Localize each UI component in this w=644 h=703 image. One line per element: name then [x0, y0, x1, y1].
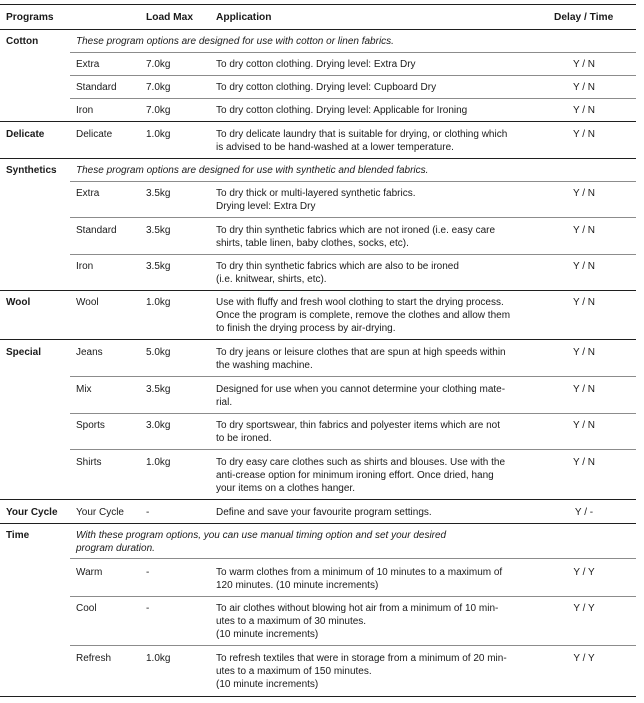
application-text: (10 minute increments): [216, 679, 319, 690]
program-delicate: Delicate: [6, 129, 45, 140]
row-divider: [70, 645, 636, 646]
application-text: Use with fluffy and fresh wool clothing to start the drying process.: [216, 297, 504, 308]
application-text: To refresh textiles that were in storage from a minimum of 20 min-: [216, 653, 507, 664]
option-label: Delicate: [76, 129, 113, 140]
row-divider: [70, 254, 636, 255]
application-text: Once the program is complete, remove the clothes and allow them: [216, 310, 511, 321]
program-special: Special: [6, 347, 42, 358]
group-divider: [0, 290, 636, 291]
load-value: -: [146, 507, 150, 518]
application-text: Define and save your favourite program settings.: [216, 507, 432, 518]
load-value: -: [146, 567, 150, 578]
option-label: Iron: [76, 261, 94, 272]
header-load-max: Load Max: [146, 12, 193, 23]
delay-time-value: Y / Y: [573, 653, 595, 664]
delay-time-value: Y / Y: [573, 567, 595, 578]
program-synthetics: Synthetics: [6, 165, 57, 176]
option-label: Extra: [76, 188, 100, 199]
group-divider: [0, 121, 636, 122]
group-divider: [0, 158, 636, 159]
table-bottom-rule: [0, 696, 636, 697]
delay-time-value: Y / N: [572, 105, 596, 116]
load-value: 1.0kg: [146, 457, 171, 468]
application-text: To dry cotton clothing. Drying level: Cupboard Dry: [216, 82, 437, 93]
application-text: To warm clothes from a minimum of 10 minutes to a maximum of: [216, 567, 503, 578]
application-text: To dry thick or multi-layered synthetic fabrics.: [216, 188, 416, 199]
delay-time-value: Y / N: [572, 188, 596, 199]
group-divider: [0, 339, 636, 340]
application-text: is advised to be hand-washed at a lower temperature.: [216, 142, 454, 153]
application-text: To dry cotton clothing. Drying level: Extra Dry: [216, 59, 416, 70]
application-text: (i.e. knitwear, shirts, etc).: [216, 274, 327, 285]
load-value: 7.0kg: [146, 59, 171, 70]
delay-time-value: Y / N: [572, 297, 596, 308]
delay-time-value: Y / N: [572, 384, 596, 395]
application-text: Designed for use when you cannot determine your clothing mate-: [216, 384, 506, 395]
application-text: anti-crease option for minimum ironing effort. Once dried, hang: [216, 470, 494, 481]
load-value: 7.0kg: [146, 82, 171, 93]
application-text: 120 minutes. (10 minute increments): [216, 580, 379, 591]
load-value: -: [146, 603, 150, 614]
option-label: Cool: [76, 603, 97, 614]
row-divider: [70, 75, 636, 76]
delay-time-value: Y / N: [572, 59, 596, 70]
load-value: 1.0kg: [146, 653, 171, 664]
application-text: (10 minute increments): [216, 629, 319, 640]
delay-time-value: Y / N: [572, 420, 596, 431]
time-note-line-2: program duration.: [76, 543, 155, 554]
load-value: 3.0kg: [146, 420, 171, 431]
option-label: Jeans: [76, 347, 103, 358]
group-divider: [0, 499, 636, 500]
header-rule: [0, 29, 636, 30]
cotton-note: These program options are designed for use with cotton or linen fabrics.: [76, 36, 394, 47]
option-label: Standard: [76, 82, 117, 93]
option-label: Your Cycle: [76, 507, 124, 518]
application-text: Drying level: Extra Dry: [216, 201, 316, 212]
load-value: 1.0kg: [146, 129, 171, 140]
header-application: Application: [216, 12, 272, 23]
application-text: rial.: [216, 397, 233, 408]
delay-time-value: Y / N: [572, 347, 596, 358]
option-label: Warm: [76, 567, 103, 578]
application-text: To dry delicate laundry that is suitable for drying, or clothing which: [216, 129, 508, 140]
load-value: 5.0kg: [146, 347, 171, 358]
load-value: 3.5kg: [146, 225, 171, 236]
program-time: Time: [6, 530, 30, 541]
option-label: Sports: [76, 420, 105, 431]
option-label: Wool: [76, 297, 99, 308]
delay-time-value: Y / N: [572, 225, 596, 236]
table-top-rule: [0, 4, 636, 5]
row-divider: [70, 217, 636, 218]
row-divider: [70, 376, 636, 377]
load-value: 3.5kg: [146, 261, 171, 272]
synthetics-note: These program options are designed for use with synthetic and blended fabrics.: [76, 165, 429, 176]
application-text: To air clothes without blowing hot air from a minimum of 10 min-: [216, 603, 499, 614]
row-divider: [70, 52, 636, 53]
application-text: utes to a maximum of 150 minutes.: [216, 666, 372, 677]
option-label: Extra: [76, 59, 100, 70]
delay-time-value: Y / N: [572, 129, 596, 140]
application-text: To dry cotton clothing. Drying level: Applicable for Ironing: [216, 105, 468, 116]
header-programs: Programs: [6, 12, 54, 23]
application-text: the washing machine.: [216, 360, 313, 371]
load-value: 3.5kg: [146, 188, 171, 199]
row-divider: [70, 558, 636, 559]
row-divider: [70, 596, 636, 597]
application-text: To dry sportswear, thin fabrics and polyester items which are not: [216, 420, 501, 431]
row-divider: [70, 98, 636, 99]
application-text: To dry thin synthetic fabrics which are not ironed (i.e. easy care: [216, 225, 496, 236]
option-label: Refresh: [76, 653, 112, 664]
option-label: Standard: [76, 225, 117, 236]
application-text: To dry easy care clothes such as shirts and blouses. Use with the: [216, 457, 506, 468]
delay-time-value: Y / Y: [573, 603, 595, 614]
option-label: Mix: [76, 384, 92, 395]
program-cotton: Cotton: [6, 36, 39, 47]
application-text: to be ironed.: [216, 433, 272, 444]
delay-time-value: Y / N: [572, 261, 596, 272]
row-divider: [70, 449, 636, 450]
application-text: your items on a clothes hanger.: [216, 483, 355, 494]
delay-time-value: Y / N: [572, 82, 596, 93]
application-text: to finish the drying process by air-drying.: [216, 323, 396, 334]
delay-time-value: Y / -: [574, 507, 594, 518]
load-value: 7.0kg: [146, 105, 171, 116]
application-text: To dry thin synthetic fabrics which are also to be ironed: [216, 261, 459, 272]
row-divider: [70, 181, 636, 182]
delay-time-value: Y / N: [572, 457, 596, 468]
option-label: Iron: [76, 105, 94, 116]
load-value: 3.5kg: [146, 384, 171, 395]
time-note-line-1: With these program options, you can use manual timing option and set your desired: [76, 530, 447, 541]
group-divider: [0, 523, 636, 524]
row-divider: [70, 413, 636, 414]
header-delay-time: Delay / Time: [554, 12, 614, 23]
load-value: 1.0kg: [146, 297, 171, 308]
program-wool: Wool: [6, 297, 31, 308]
program-your-cycle: Your Cycle: [6, 507, 58, 518]
application-text: utes to a maximum of 30 minutes.: [216, 616, 367, 627]
application-text: To dry jeans or leisure clothes that are spun at high speeds within: [216, 347, 506, 358]
option-label: Shirts: [76, 457, 102, 468]
application-text: shirts, table linen, baby clothes, socks, etc).: [216, 238, 409, 249]
